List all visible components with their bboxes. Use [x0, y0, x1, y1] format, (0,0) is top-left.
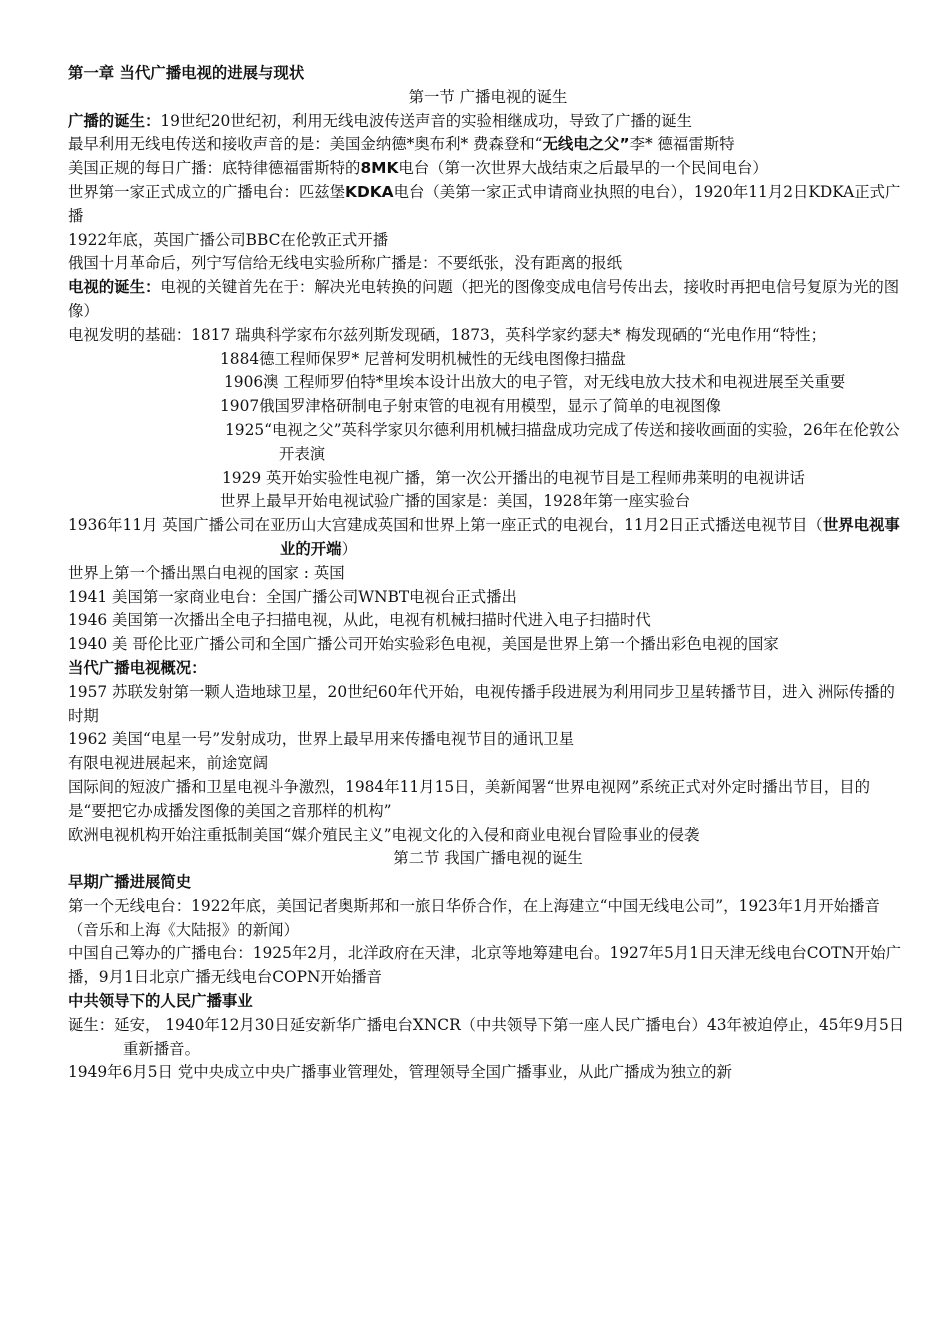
paragraph-cable: 有限电视进展起来，前途宽阔 [68, 754, 269, 773]
term-kdka: KDKA [345, 182, 394, 201]
text-1936-a: 1936年11月 英国广播公司在亚历山大宫建成英国和世界上第一座正式的电视台，11月2日正式播送电视节目（ [68, 516, 823, 535]
paragraph-chinese-station: 中国自己筹办的广播电台：1925年2月，北洋政府在天津，北京等地筹建电台。1927年5月1日天津无线电台COTN开始广播，9月1日北京广播无线电台COPN开始播音 [68, 944, 902, 987]
section1-title: 第一节 广播电视的诞生 [408, 87, 568, 106]
paragraph-first-bw: 世界上第一个播出黑白电视的国家 : 英国 [68, 563, 345, 582]
paragraph-worldnet: 国际间的短波广播和卫星电视斗争激烈，1984年11月15日，美新闻署“世界电视网”系统正式对外定时播出节目，目的是“要把它办成播发图像的美国之音那样的机构” [68, 777, 871, 820]
paragraph-1941: 1941 美国第一家商业电台：全国广播公司WNBT电视台正式播出 [68, 587, 517, 606]
paragraph-broadcast-birth [68, 110, 908, 134]
term-broadcast-birth: 广播的诞生： [68, 111, 161, 130]
paragraph-first-radio [68, 133, 908, 157]
paragraph-lenin: 俄国十月革命后，列宁写信给无线电实验所称广播是：不要纸张，没有距离的报纸 [68, 254, 623, 273]
paragraph-1962: 1962 美国“电星一号”发射成功，世界上最早用来传播电视节目的通讯卫星 [68, 730, 575, 749]
paragraph-yanan: 诞生：延安， 1940年12月30日延安新华广播电台XNCR（中共领导下第一座人民广播电台）43年被迫停止，45年9月5日重新播音。 [68, 1015, 905, 1058]
term-8mk: 8MK [360, 159, 399, 178]
paragraph-kdka [68, 181, 908, 229]
paragraph-1940-color: 1940 美 哥伦比亚广播公司和全国广播公司开始实验彩色电视，美国是世界上第一个播出彩色电视的国家 [68, 635, 779, 654]
text-kdka-a: 世界第一家正式成立的广播电台：匹兹堡 [68, 182, 346, 201]
paragraph-daily-broadcast [68, 157, 908, 181]
text-first-radio-a: 最早利用无线电传送和接收声音的是：美国金纳德*奥布利* 费森登和“ [68, 135, 543, 154]
paragraph-1925: 1925“电视之父”英科学家贝尔德利用机械扫描盘成功完成了传送和接收画面的实验，26年在伦敦公开表演 [225, 420, 900, 463]
paragraph-earliest-test: 世界上最早开始电视试验广播的国家是：美国，1928年第一座实验台 [220, 492, 691, 511]
paragraph-1929: 1929 英开始实验性电视广播，第一次公开播出的电视节目是工程师弗莱明的电视讲话 [222, 468, 805, 487]
text-daily-a: 美国正规的每日广播：底特律德福雷斯特的 [68, 159, 361, 178]
paragraph-1949: 1949年6月5日 党中央成立中央广播事业管理处，管理领导全国广播事业，从此广播成为独立的新 [68, 1063, 732, 1082]
paragraph-tv-birth [68, 276, 908, 324]
paragraph-bbc: 1922年底，英国广播公司BBC在伦敦正式开播 [68, 230, 389, 249]
text-kdka-b: 电台（美第一家正式申请商业执照的电台），1920年11月2日KDKA正式广播 [68, 182, 901, 225]
paragraph-first-station: 第一个无线电台：1922年底，美国记者奥斯邦和一旅日华侨合作，在上海建立“中国无线电公司”，1923年1月开始播音（音乐和上海《大陆报》的新闻） [68, 896, 880, 939]
heading-early-history: 早期广播进展简史 [68, 873, 192, 892]
term-tv-start: 世界电视事业的开端 [280, 516, 900, 558]
section2-title: 第二节 我国广播电视的诞生 [393, 849, 583, 868]
text-tv-birth: 电视的关键首先在于：解决光电转换的问题（把光的图像变成电信号传出去，接收时再把电信号复原为光的图像） [68, 278, 900, 320]
chapter-title: 第一章 当代广播电视的进展与现状 [68, 64, 305, 82]
document-page [68, 62, 908, 1085]
paragraph-tv-basis: 电视发明的基础：1817 瑞典科学家布尔兹列斯发现硒，1873，英科学家约瑟夫* 梅发现硒的“光电作用“特性； [68, 325, 826, 344]
text-broadcast-birth: 19世纪20世纪初，利用无线电波传送声音的实验相继成功，导致了广播的诞生 [160, 111, 693, 130]
heading-overview: 当代广播电视概况： [68, 658, 207, 677]
paragraph-europe: 欧洲电视机构开始注重抵制美国“媒介殖民主义”电视文化的入侵和商业电视台冒险事业的侵袭 [68, 825, 700, 844]
heading-ccp-broadcast: 中共领导下的人民广播事业 [68, 992, 253, 1011]
paragraph-1907: 1907俄国罗津格研制电子射束管的电视有用模型，显示了简单的电视图像 [220, 397, 721, 416]
text-first-radio-b: 李* 德福雷斯特 [629, 135, 735, 154]
paragraph-1884: 1884德工程师保罗* 尼普柯发明机械性的无线电图像扫描盘 [220, 349, 626, 368]
paragraph-1946: 1946 美国第一次播出全电子扫描电视，从此，电视有机械扫描时代进入电子扫描时代 [68, 611, 651, 630]
term-father-of-radio: 无线电之父” [542, 135, 630, 154]
term-tv-birth: 电视的诞生： [68, 278, 161, 297]
paragraph-1936 [68, 514, 908, 562]
paragraph-1906: 1906澳 工程师罗伯特*里埃本设计出放大的电子管，对无线电放大技术和电视进展至关重要 [224, 373, 846, 392]
text-daily-b: 电台（第一次世界大战结束之后最早的一个民间电台） [398, 159, 768, 178]
paragraph-1957: 1957 苏联发射第一颗人造地球卫星，20世纪60年代开始，电视传播手段进展为利用同步卫星转播节目，进入 洲际传播的时期 [68, 682, 895, 725]
text-1936-b: ） [341, 539, 357, 558]
